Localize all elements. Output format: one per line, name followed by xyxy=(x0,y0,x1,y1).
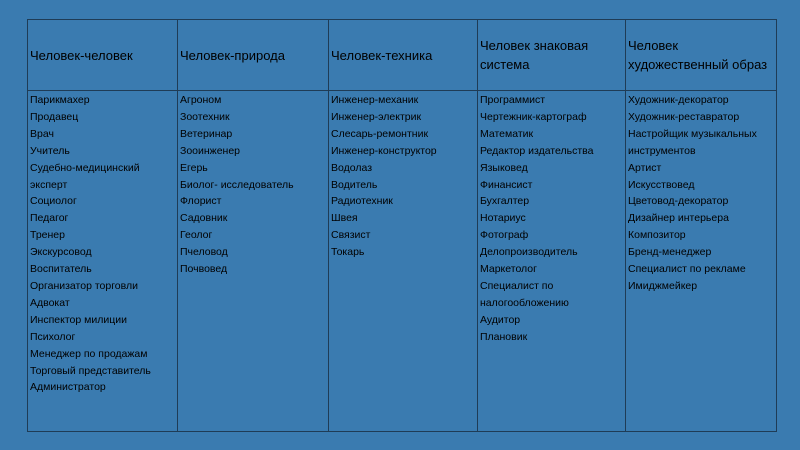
profession-item: Пчеловод xyxy=(180,246,228,259)
table-body-row xyxy=(28,91,777,432)
profession-item: Агроном xyxy=(180,94,222,106)
profession-item: Фотограф xyxy=(480,229,529,242)
professions-table xyxy=(27,19,777,432)
profession-item: Парикмахер xyxy=(30,94,90,106)
profession-item: Врач xyxy=(30,127,54,140)
profession-item: Экскурсовод xyxy=(30,246,92,259)
profession-item: Радиотехник xyxy=(331,195,393,208)
profession-item: Зоотехник xyxy=(180,110,230,123)
column-cell-person-person xyxy=(28,91,178,432)
column-cell-person-nature xyxy=(178,91,329,432)
professions-table-frame xyxy=(27,19,776,450)
column-cell-person-sign-system xyxy=(478,91,626,432)
profession-item: Продавец xyxy=(30,110,79,123)
profession-item: Ветеринар xyxy=(180,127,233,140)
profession-item: Редактор издательства xyxy=(480,144,594,157)
profession-item: Швея xyxy=(331,212,358,225)
profession-item: Почвовед xyxy=(180,263,228,276)
header-cell-person-artistic-image: Человек художественный образ xyxy=(626,20,777,91)
profession-item: Делопроизводитель xyxy=(480,246,578,259)
profession-item: Слесарь-ремонтник xyxy=(331,127,429,140)
profession-item: Организатор торговли xyxy=(30,279,138,292)
profession-item: Инженер-электрик xyxy=(331,110,422,123)
profession-item: Садовник xyxy=(180,212,228,225)
profession-item: Математик xyxy=(480,127,534,140)
profession-item: Биолог- исследователь xyxy=(180,178,294,191)
profession-item: Судебно-медицинский эксперт xyxy=(30,161,140,191)
profession-item: Искусствовед xyxy=(628,178,695,191)
column-cell-person-artistic-image xyxy=(626,91,777,432)
profession-item: Имиджмейкер xyxy=(628,279,698,292)
profession-item: Программист xyxy=(480,94,546,106)
profession-item: Адвокат xyxy=(30,296,70,309)
profession-item: Торговый представитель xyxy=(30,364,151,377)
profession-item: Зооинженер xyxy=(180,144,241,157)
profession-item: Плановик xyxy=(480,330,528,343)
profession-item: Аудитор xyxy=(480,313,521,326)
header-cell-person-sign-system: Человек знаковая система xyxy=(478,20,626,91)
profession-item: Менеджер по продажам xyxy=(30,347,148,360)
profession-item: Психолог xyxy=(30,330,76,343)
profession-item: Инженер-конструктор xyxy=(331,144,437,157)
profession-item: Артист xyxy=(628,161,662,174)
profession-item: Бренд-менеджер xyxy=(628,246,712,259)
profession-item: Художник-реставратор xyxy=(628,110,740,123)
profession-item: Администратор xyxy=(30,381,106,394)
profession-item: Водолаз xyxy=(331,161,373,174)
profession-item: Флорист xyxy=(180,195,222,208)
profession-item: Тренер xyxy=(30,229,65,242)
table-header-row xyxy=(28,20,777,91)
column-cell-person-technology xyxy=(329,91,478,432)
header-cell-person-nature: Человек-природа xyxy=(178,20,329,91)
header-cell-person-person: Человек-человек xyxy=(28,20,178,91)
profession-item: Воспитатель xyxy=(30,263,92,276)
profession-item: Егерь xyxy=(180,161,208,174)
profession-item: Нотариус xyxy=(480,212,526,225)
header-cell-person-technology: Человек-техника xyxy=(329,20,478,91)
profession-item: Композитор xyxy=(628,229,686,242)
profession-item: Социолог xyxy=(30,195,77,208)
profession-item: Учитель xyxy=(30,144,70,157)
profession-item: Специалист по рекламе xyxy=(628,263,746,276)
profession-item: Настройщик музыкальных инструментов xyxy=(628,127,757,157)
profession-item: Токарь xyxy=(331,246,365,259)
profession-item: Геолог xyxy=(180,229,213,242)
profession-item: Бухгалтер xyxy=(480,195,530,208)
profession-item: Педагог xyxy=(30,212,69,225)
profession-item: Специалист по налогообложению xyxy=(480,279,569,309)
profession-item: Дизайнер интерьера xyxy=(628,212,729,225)
profession-item: Финансист xyxy=(480,178,533,191)
profession-item: Инспектор милиции xyxy=(30,313,127,326)
profession-item: Цветовод-декоратор xyxy=(628,195,729,208)
profession-item: Инженер-механик xyxy=(331,94,419,106)
profession-item: Чертежник-картограф xyxy=(480,110,587,123)
profession-item: Маркетолог xyxy=(480,263,537,276)
profession-item: Художник-декоратор xyxy=(628,94,729,106)
profession-item: Языковед xyxy=(480,161,528,174)
profession-item: Водитель xyxy=(331,178,378,191)
profession-item: Связист xyxy=(331,229,371,242)
